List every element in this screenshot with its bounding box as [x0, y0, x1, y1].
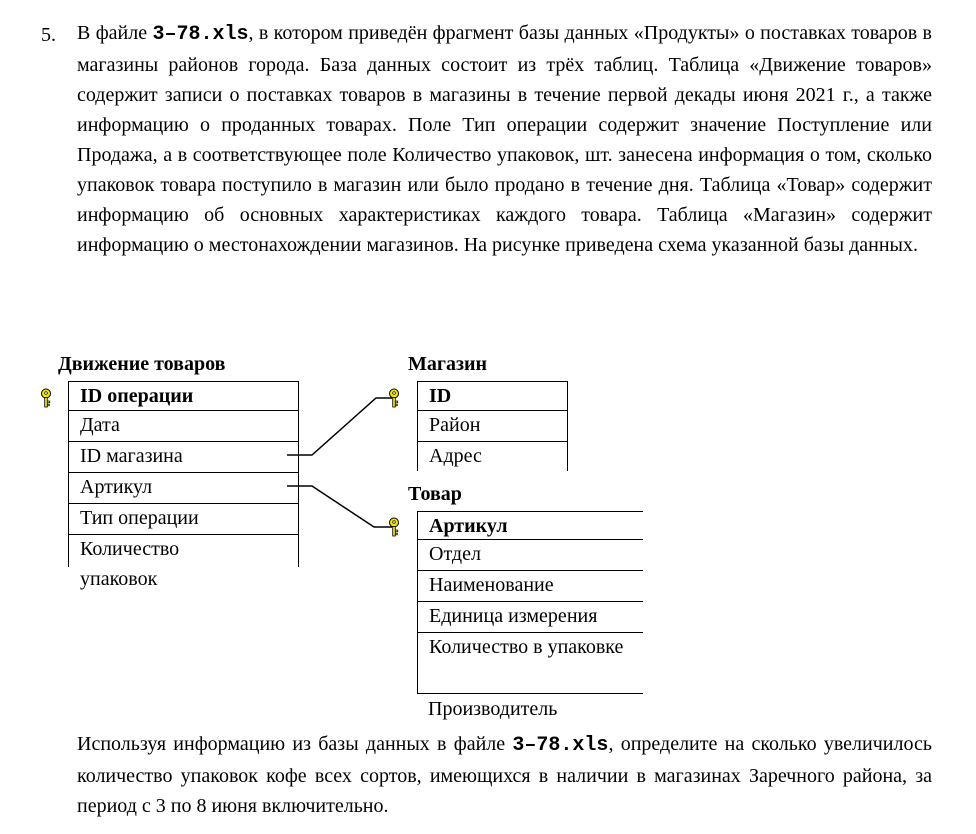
problem-text: [77, 18, 932, 260]
field-operation-type: Тип операции: [69, 503, 298, 534]
primary-key-icon: [39, 388, 53, 408]
question-before-file: Используя информацию из базы данных в файле: [77, 733, 513, 755]
field-district: Район: [429, 414, 481, 436]
field-name: Наименование: [418, 570, 643, 601]
relation-movement-shop: [287, 398, 392, 455]
field-department: Отдел: [429, 543, 481, 565]
field-quantity: Количество: [69, 534, 298, 567]
intro-before-file: В файле: [77, 22, 153, 44]
intro-after-file: , в котором приведён фрагмент базы данных «Продукты» о поставках товаров в магазины районов города. База данных состоит из трёх таблиц. Таблица «Движение товаров» содержит записи о поставках товаров в магазины в течение первой декады июня 2021 г., а также информацию о проданных товарах. Поле Тип операции содержит значение Поступление или Продажа, а в соответствующее поле Количество упаковок, шт. занесена информация о том, сколько упаковок товара поступило в магазин или было продано в течение дня. Таблица «Товар» содержит информацию об основных характеристиках каждого товара. Таблица «Магазин» содержит информацию о местонахождении магазинов. На рисунке приведена схема указанной базы данных.: [77, 22, 932, 256]
field-unit: Единица измерения: [418, 601, 643, 632]
field-date: Дата: [80, 414, 120, 436]
field-pk: ID операции: [69, 381, 298, 411]
question-file-name: 3–78.xls: [512, 734, 609, 757]
table-title-shop: Магазин: [408, 353, 488, 375]
table-product: [417, 511, 643, 694]
field-quantity-overflow: упаковок: [80, 568, 158, 590]
table-title-movement: Движение товаров: [58, 353, 226, 375]
field-pk: Артикул: [418, 511, 643, 540]
table-shop: [417, 381, 568, 471]
file-name: 3–78.xls: [152, 23, 249, 46]
field-article: Артикул: [69, 472, 298, 503]
field-pack-quantity: Количество в упаковке: [418, 632, 643, 694]
primary-key-icon: [387, 517, 401, 537]
primary-key-icon: [387, 388, 401, 408]
relation-movement-product: [287, 486, 392, 527]
field-manufacturer: Производитель: [428, 698, 558, 720]
question-text: [77, 729, 932, 821]
field-pk: ID: [418, 381, 567, 411]
table-title-product: Товар: [408, 483, 462, 505]
table-movement: [68, 381, 299, 567]
question-after-file: , определите на сколько увеличилось количество упаковок кофе всех сортов, имеющихся в наличии в магазинах Заречного района, за период с 3 по 8 июня включительно.: [77, 733, 932, 817]
problem-number: 5.: [41, 24, 56, 46]
field-address: Адрес: [418, 441, 567, 471]
field-shop-id: ID магазина: [69, 441, 298, 472]
